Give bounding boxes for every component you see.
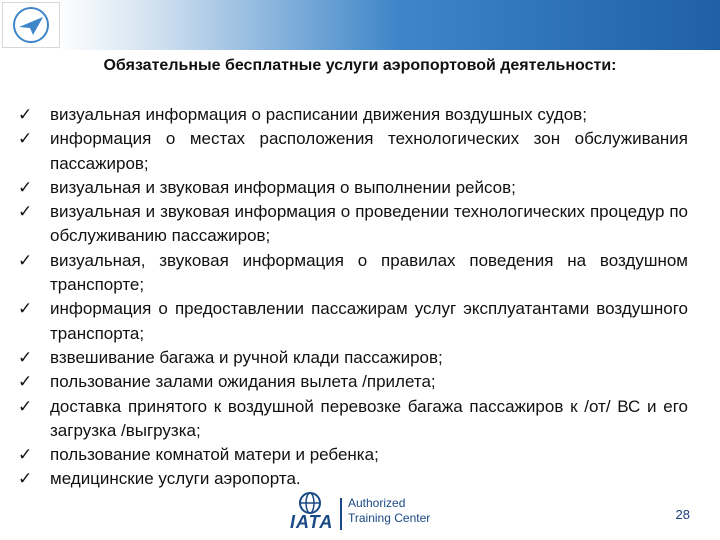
check-icon: ✓ bbox=[18, 445, 33, 465]
list-item-text: доставка принятого к воздушной перевозке багажа пассажиров к /от/ ВС и его загрузка /выгрузка; bbox=[50, 396, 688, 440]
check-icon: ✓ bbox=[18, 396, 33, 416]
list-item bbox=[18, 297, 688, 346]
list-item-text: информация о предоставлении пассажирам услуг эксплуатантами воздушного транспорта; bbox=[50, 299, 688, 343]
paper-plane-icon bbox=[3, 3, 59, 47]
check-icon: ✓ bbox=[18, 469, 33, 489]
iata-footer-logo bbox=[282, 492, 442, 534]
list-item bbox=[18, 127, 688, 176]
list-item bbox=[18, 200, 688, 249]
check-icon: ✓ bbox=[18, 202, 33, 222]
training-center-label bbox=[348, 496, 430, 526]
globe-icon bbox=[282, 492, 342, 514]
list-item-text: визуальная и звуковая информация о выполнении рейсов; bbox=[50, 177, 516, 197]
check-icon: ✓ bbox=[18, 299, 33, 319]
list-item bbox=[18, 103, 688, 127]
page-number: 28 bbox=[675, 507, 690, 522]
check-icon: ✓ bbox=[18, 250, 33, 270]
list-item bbox=[18, 249, 688, 298]
list-item-text: визуальная и звуковая информация о проведении технологических процедур по обслуживанию пассажиров; bbox=[50, 202, 688, 246]
check-icon: ✓ bbox=[18, 129, 33, 149]
footer-divider bbox=[340, 498, 342, 530]
check-icon: ✓ bbox=[18, 105, 33, 124]
training-center-line1: Authorized bbox=[348, 496, 406, 510]
page-title: Обязательные бесплатные услуги аэропортовой деятельности: bbox=[103, 57, 617, 74]
iata-brand: IATA bbox=[290, 512, 334, 532]
list-item bbox=[18, 443, 688, 467]
list-item-text: взвешивание багажа и ручной клади пассажиров; bbox=[50, 347, 443, 367]
list-item bbox=[18, 395, 688, 444]
list-item bbox=[18, 467, 688, 491]
check-icon: ✓ bbox=[18, 372, 33, 392]
list-item bbox=[18, 346, 688, 370]
check-icon: ✓ bbox=[18, 347, 33, 367]
list-item-text: информация о местах расположения технологических зон обслуживания пассажиров; bbox=[50, 129, 688, 173]
check-icon: ✓ bbox=[18, 177, 33, 197]
list-item bbox=[18, 176, 688, 200]
training-center-line2: Training Center bbox=[348, 511, 431, 525]
list-item-text: пользование залами ожидания вылета /прилета; bbox=[50, 372, 436, 392]
logo bbox=[2, 2, 60, 48]
services-list bbox=[18, 103, 688, 492]
header-band bbox=[0, 0, 720, 50]
list-item-text: визуальная, звуковая информация о правилах поведения на воздушном транспорте; bbox=[50, 250, 688, 295]
list-item-text: пользование комнатой матери и ребенка; bbox=[50, 445, 379, 465]
list-item-text: визуальная информация о расписании движения воздушных судов; bbox=[50, 105, 587, 124]
list-item bbox=[18, 370, 688, 394]
list-item-text: медицинские услуги аэропорта. bbox=[50, 469, 301, 489]
